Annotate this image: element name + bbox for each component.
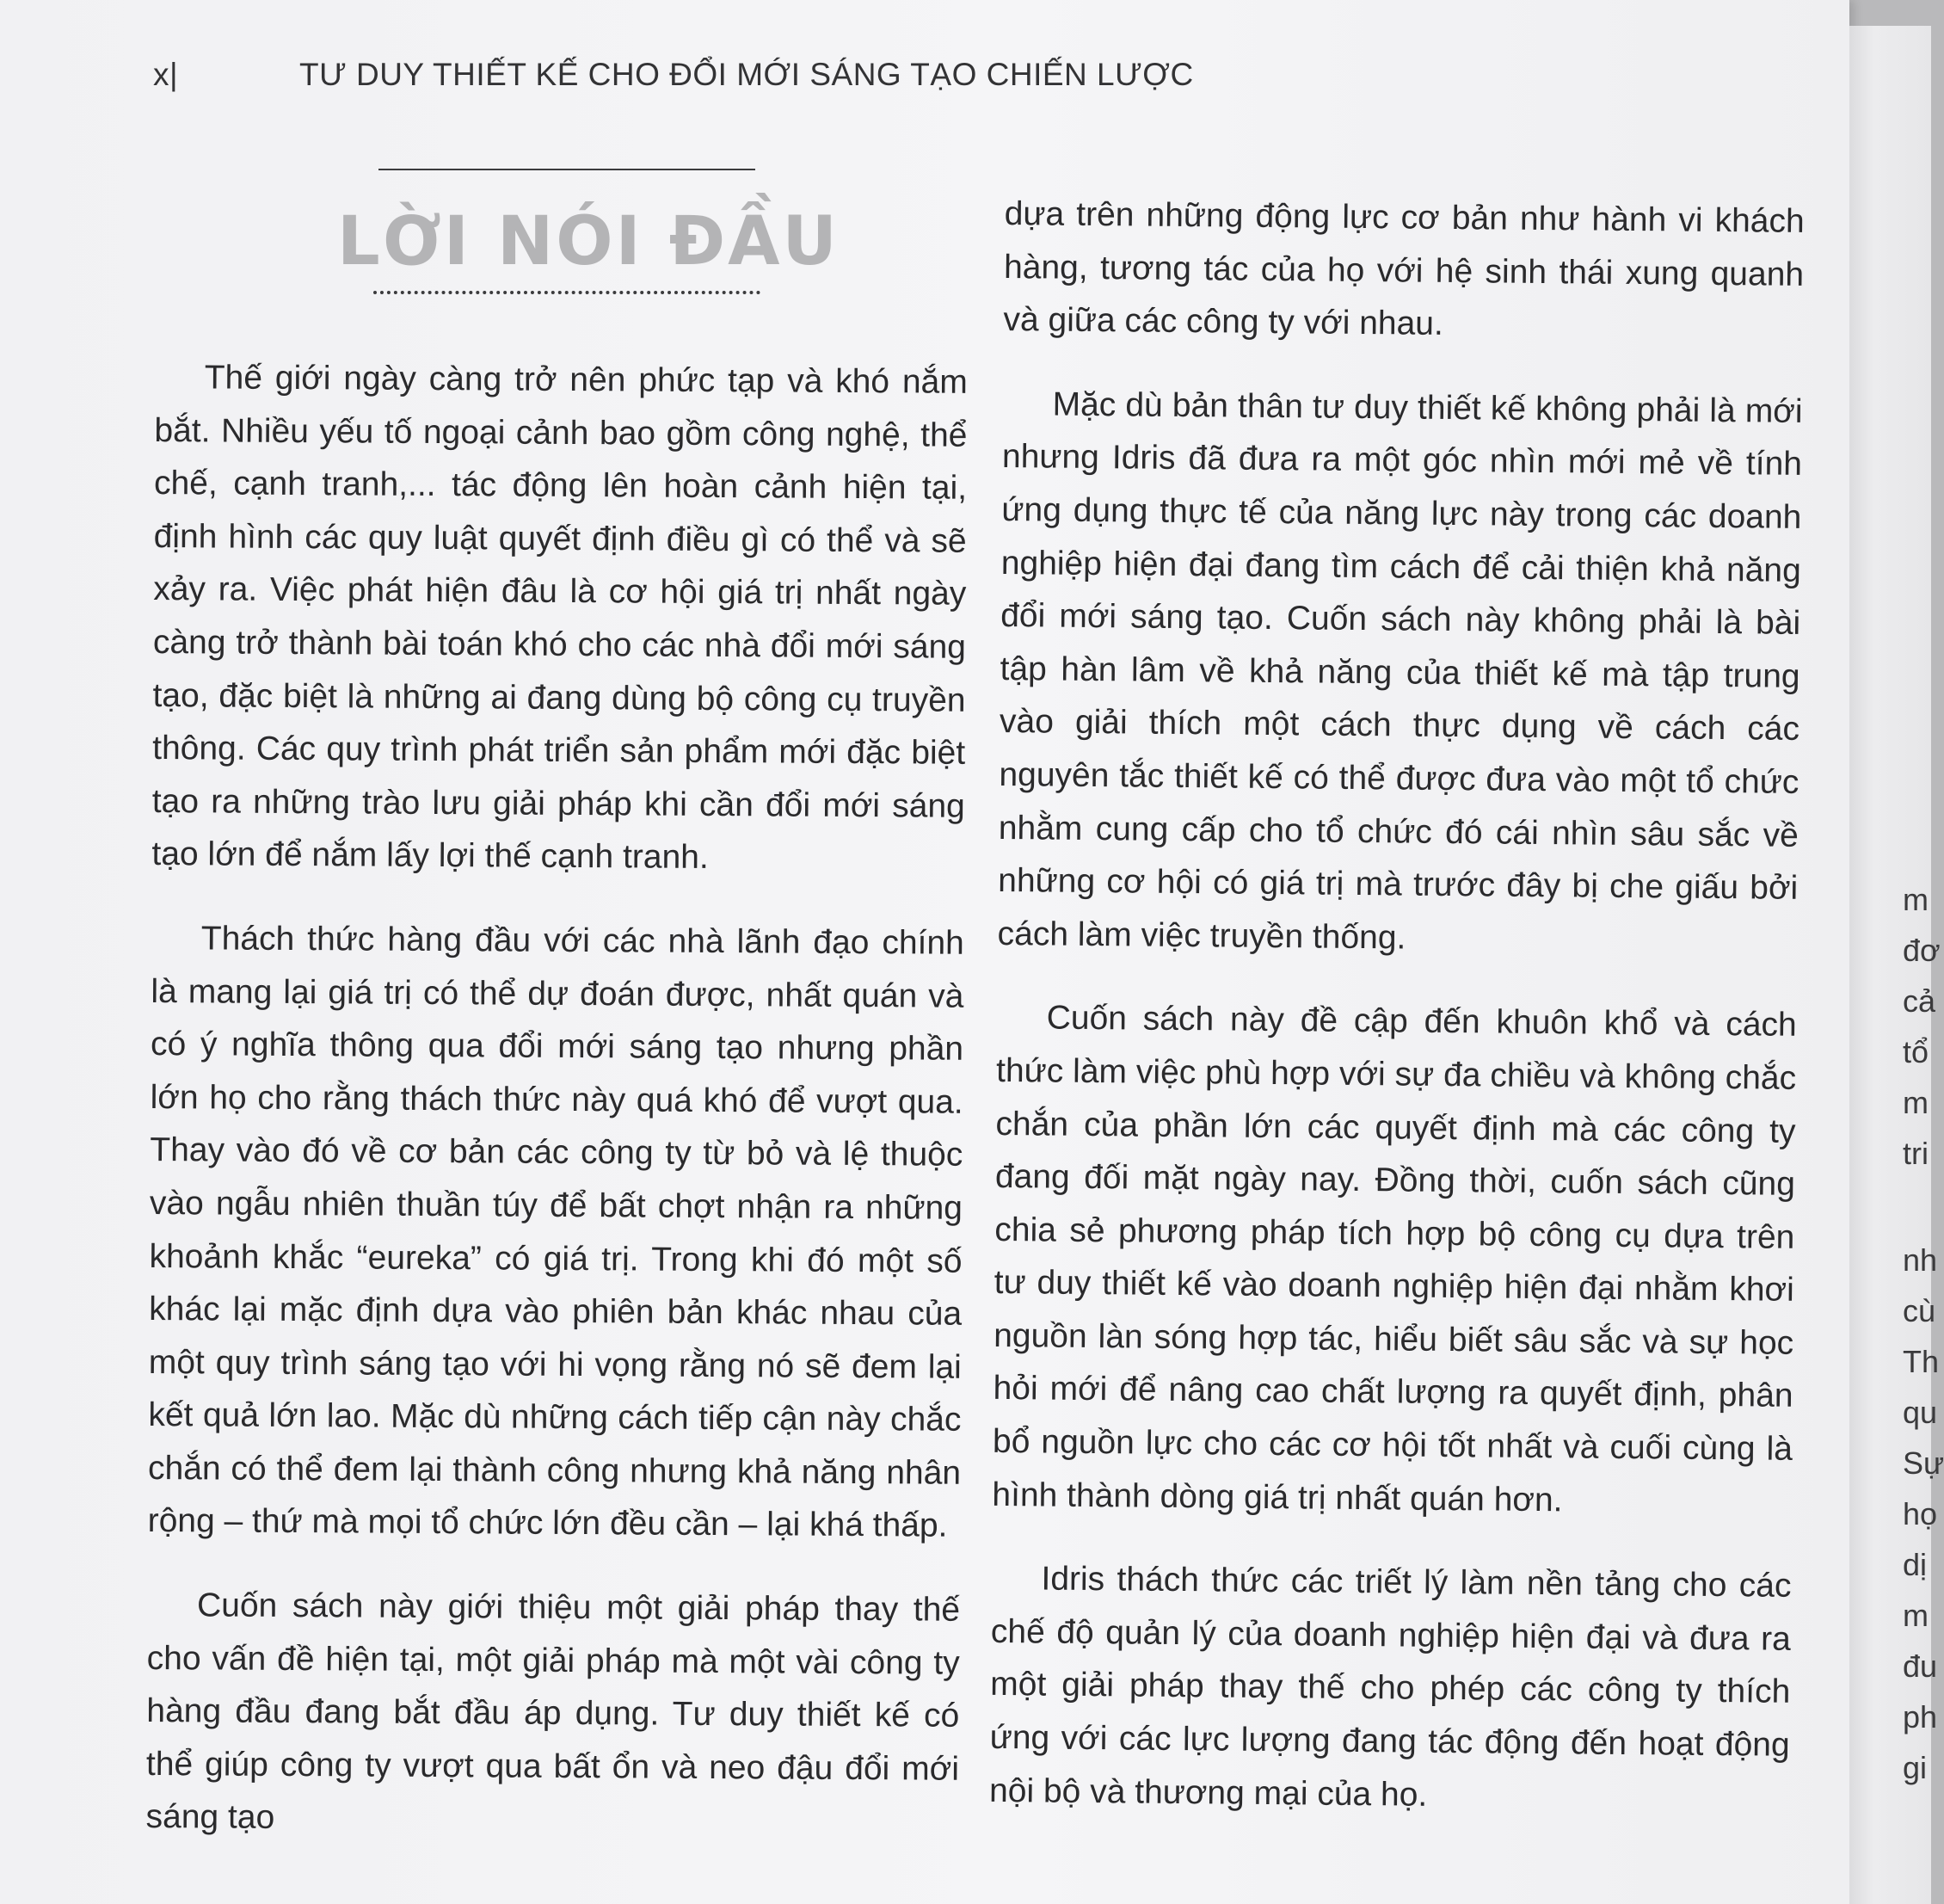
- left-column: [145, 351, 968, 1849]
- paragraph: Thế giới ngày càng trở nên phức tạp và khó nắm bắt. Nhiều yếu tố ngoại cảnh bao gồm công nghệ, thể chế, cạnh tranh,... tác động lên hoàn cảnh hiện tại, định hình các quy luật quyết định điều gì có thể và sẽ xảy ra. Việc phát hiện đâu là cơ hội giá trị nhất ngày càng trở thành bài toán khó cho các nhà đổi mới sáng tạo, đặc biệt là những ai đang dùng bộ công cụ truyền thông. Các quy trình phát triển sản phẩm mới đặc biệt tạo ra những trào lưu giải pháp khi cần đổi mới sáng tạo lớn để nắm lấy lợi thế cạnh tranh.: [151, 359, 968, 877]
- paragraph: Cuốn sách này giới thiệu một giải pháp thay thế cho vấn đề hiện tại, một giải pháp mà một vài công ty hàng đầu đang bắt đầu áp dụng. Tư duy thiết kế có thể giúp công ty vượt qua bất ổn và neo đậu đổi mới sáng tạo: [145, 1587, 961, 1837]
- right-column: [989, 188, 1805, 1825]
- next-page-fragment: cả: [1903, 983, 1936, 1019]
- paragraph-continued: dựa trên những động lực cơ bản như hành vi khách hàng, tương tác của họ với hệ sinh thái xung quanh và giữa các công ty với nhau.: [1003, 194, 1805, 343]
- next-page-fragment: tổ: [1903, 1034, 1929, 1069]
- next-page-fragment: gi: [1903, 1750, 1928, 1785]
- page-number: x|: [153, 57, 179, 92]
- next-page-fragment: đu: [1903, 1648, 1938, 1684]
- next-page-fragment: Th: [1903, 1344, 1940, 1379]
- next-page-fragment: ph: [1903, 1699, 1938, 1735]
- paragraph: Cuốn sách này đề cập đến khuôn khổ và cách thức làm việc phù hợp với sự đa chiều và không chắc chắn của phần lớn các quyết định mà các công ty đang đối mặt ngày nay. Đồng thời, cuốn sách cũng chia sẻ phương pháp tích hợp bộ công cụ dựa trên tư duy thiết kế vào doanh nghiệp hiện đại nhằm khơi nguồn làn sóng hợp tác, hiểu biết sâu sắc và sự học hỏi mới để nâng cao chất lượng ra quyết định, phân bổ nguồn lực cho các cơ hội tốt nhất và cuối cùng là hình thành dòng giá trị nhất quán hơn.: [992, 999, 1797, 1519]
- heading-dotted-rule: [373, 291, 760, 294]
- next-page-fragment: tri: [1903, 1136, 1929, 1171]
- next-page-fragment: dị: [1903, 1547, 1928, 1582]
- next-page-edge: [1849, 26, 1944, 1904]
- book-title: TƯ DUY THIẾT KẾ CHO ĐỔI MỚI SÁNG TẠO CHIẾN LƯỢC: [299, 57, 1194, 92]
- next-page-fragment: m: [1903, 882, 1929, 917]
- paragraph: Mặc dù bản thân tư duy thiết kế không phải là mới nhưng Idris đã đưa ra một góc nhìn mới mẻ về tính ứng dụng thực tế của năng lực này trong các doanh nghiệp hiện đại đang tìm cách để cải thiện khả năng đổi mới sáng tạo. Cuốn sách này không phải là bài tập hàn lâm về khả năng của thiết kế mà tập trung vào giải thích một cách thực dụng về cách các nguyên tắc thiết kế có thể được đưa vào một tổ chức nhằm cung cấp cho tổ chức đó cái nhìn sâu sắc về những cơ hội có giá trị mà trước đây bị che giấu bởi cách làm việc truyền thống.: [997, 385, 1803, 957]
- next-page-fragment: m: [1903, 1598, 1929, 1633]
- next-page-fragment: nh: [1903, 1242, 1938, 1278]
- chapter-title: LỜI NÓI ĐẦU: [337, 203, 840, 280]
- next-page-fragment: m: [1903, 1085, 1929, 1120]
- next-page-fragment: họ: [1903, 1496, 1938, 1531]
- heading-top-rule: [378, 169, 755, 170]
- next-page-fragment: cù: [1903, 1293, 1936, 1328]
- paragraph: Idris thách thức các triết lý làm nền tảng cho các chế độ quản lý của doanh nghiệp hiện đại và đưa ra một giải pháp thay thế cho phép các công ty thích ứng với các lực lượng đang tác động đến hoạt động nội bộ và thương mại của họ.: [988, 1560, 1792, 1814]
- paragraph: Thách thức hàng đầu với các nhà lãnh đạo chính là mang lại giá trị có thể dự đoán được, nhất quán và có ý nghĩa thông qua đổi mới sáng tạo nhưng phần lớn họ cho rằng thách thức này quá khó để vượt qua. Thay vào đó về cơ bản các công ty từ bỏ và lệ thuộc vào ngẫu nhiên thuần túy để bất chợt nhận ra những khoảnh khắc “eureka” có giá trị. Trong khi đó một số khác lại mặc định dựa vào phiên bản khác nhau của một quy trình sáng tạo với hi vọng rằng nó sẽ đem lại kết quả lớn lao. Mặc dù những cách tiếp cận này chắc chắn có thể đem lại thành công nhưng khả năng nhân rộng – thứ mà mọi tổ chức lớn đều cần – lại khá thấp.: [147, 920, 964, 1545]
- next-page-fragment: Sự: [1903, 1445, 1944, 1481]
- next-page-fragment: qu: [1903, 1395, 1938, 1430]
- next-page-fragment: đơ: [1903, 933, 1941, 968]
- running-head: [153, 57, 1194, 93]
